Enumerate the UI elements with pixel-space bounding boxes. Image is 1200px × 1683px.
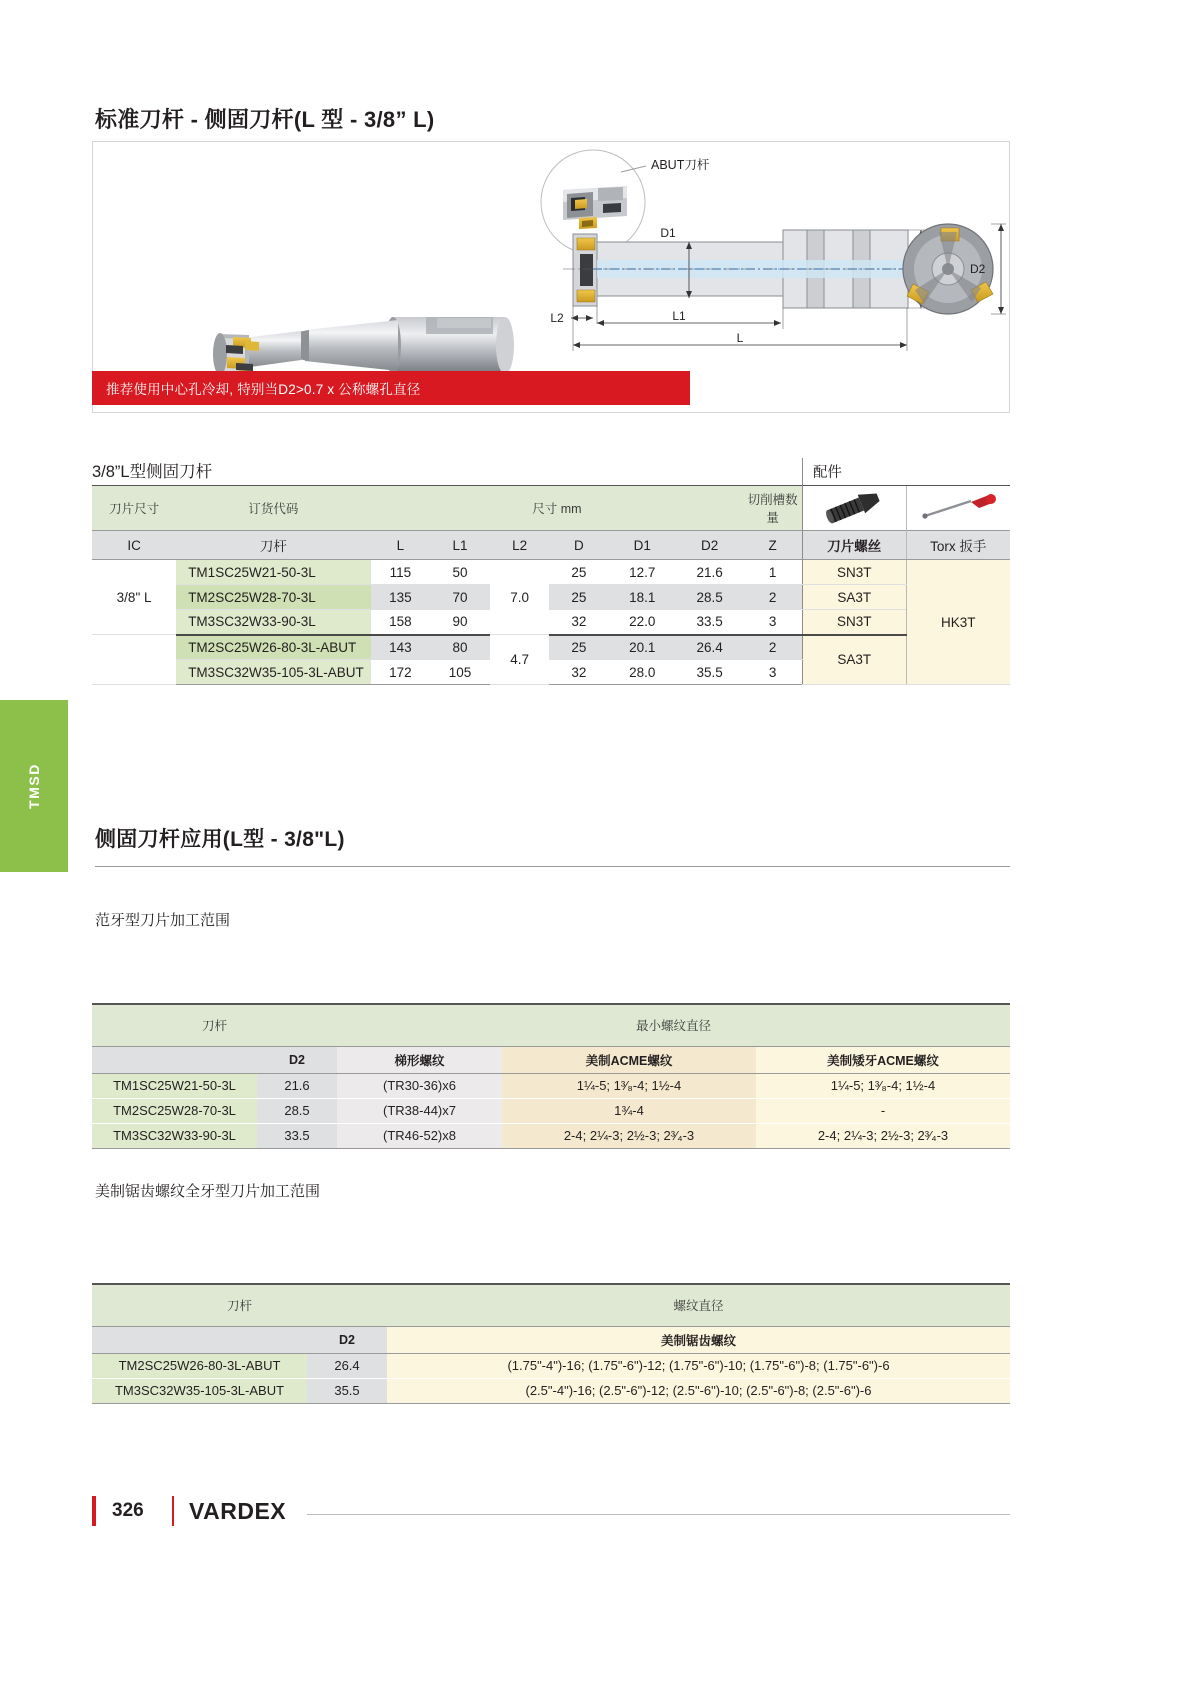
col-torx-wrench: Torx 扳手 — [906, 531, 1010, 560]
value-trapezoidal: (TR30-36)x6 — [337, 1073, 502, 1098]
group-thread-dia: 螺纹直径 — [387, 1284, 1010, 1326]
col-l2: L2 — [490, 531, 549, 560]
holder-specification-table — [92, 458, 1010, 685]
value-screw: SN3T — [802, 560, 906, 585]
table-row — [92, 560, 1010, 585]
col-buttress: 美制锯齿螺纹 — [387, 1326, 1010, 1353]
value-l: 172 — [371, 660, 431, 685]
group-order-code: 订货代码 — [176, 486, 370, 531]
value-buttress: (2.5"-4")-16; (2.5"-6")-12; (2.5"-6")-10; (2.5"-6")-8; (2.5"-6")-6 — [387, 1378, 1010, 1403]
value-d2: 33.5 — [257, 1123, 337, 1148]
holder-code: TM2SC25W28-70-3L — [92, 1098, 257, 1123]
value-screw: SA3T — [802, 585, 906, 610]
group-holder: 刀杆 — [92, 1004, 337, 1046]
value-l1: 90 — [430, 610, 490, 635]
abut-callout-label: ABUT刀杆 — [651, 158, 710, 172]
front-view-cutter — [903, 224, 1006, 314]
holder-code: TM3SC32W35-105-3L-ABUT — [92, 1378, 307, 1403]
col-blank — [92, 1326, 307, 1353]
value-stub-acme: 1¼-5; 1³⁄₈-4; 1½-4 — [756, 1073, 1010, 1098]
full-profile-range-table — [92, 1003, 1010, 1149]
col-blank — [92, 1046, 257, 1073]
value-z: 2 — [743, 635, 802, 660]
col-holder: 刀杆 — [176, 531, 370, 560]
col-acme: 美制ACME螺纹 — [502, 1046, 756, 1073]
holder-code: TM2SC25W28-70-3L — [176, 585, 370, 610]
table-row — [92, 1123, 1010, 1148]
footer-rule — [307, 1514, 1010, 1515]
value-d: 25 — [549, 585, 608, 610]
table1-group-header-row — [92, 486, 1010, 531]
value-l1: 105 — [430, 660, 490, 685]
dim-d2-label: D2 — [970, 262, 986, 276]
group-flutes: 切削槽数量 — [743, 486, 802, 531]
value-d2: 28.5 — [257, 1098, 337, 1123]
value-l2: 4.7 — [490, 635, 549, 685]
value-d1: 20.1 — [609, 635, 676, 660]
col-d1: D1 — [609, 531, 676, 560]
value-d: 32 — [549, 610, 608, 635]
col-ic: IC — [92, 531, 176, 560]
footer-separator — [172, 1496, 174, 1526]
side-tab-tmsd — [0, 700, 68, 872]
group-insert-size: 刀片尺寸 — [92, 486, 176, 531]
col-d2: D2 — [307, 1326, 387, 1353]
col-l: L — [371, 531, 431, 560]
section-title: 侧固刀杆应用(L型 - 3/8"L) — [95, 828, 345, 851]
value-d2: 21.6 — [676, 560, 743, 585]
value-d1: 28.0 — [609, 660, 676, 685]
group-min-thread-dia: 最小螺纹直径 — [337, 1004, 1010, 1046]
value-d: 25 — [549, 635, 608, 660]
section-rule — [95, 866, 1010, 867]
dim-l2-label: L2 — [550, 311, 564, 325]
holder-code: TM3SC32W35-105-3L-ABUT — [176, 660, 370, 685]
table3-title: 美制锯齿螺纹全牙型刀片加工范围 — [95, 1183, 321, 1200]
table-row — [92, 1378, 1010, 1403]
value-wrench: HK3T — [906, 560, 1010, 685]
table2-title: 范牙型刀片加工范围 — [95, 912, 231, 929]
dim-l-label: L — [736, 331, 744, 345]
ic-value: 3/8" L — [92, 560, 176, 635]
buttress-range-table — [92, 1283, 1010, 1404]
dim-d1-label: D1 — [660, 226, 676, 240]
screw-icon — [802, 486, 906, 531]
table3-group-header-row — [92, 1284, 1010, 1326]
value-d2: 26.4 — [307, 1353, 387, 1378]
coolant-warning-banner — [92, 371, 690, 405]
value-l2: 7.0 — [490, 560, 549, 635]
group-holder: 刀杆 — [92, 1284, 387, 1326]
value-l: 158 — [371, 610, 431, 635]
value-acme: 1¼-5; 1³⁄₈-4; 1½-4 — [502, 1073, 756, 1098]
value-l1: 50 — [430, 560, 490, 585]
holder-code: TM1SC25W21-50-3L — [176, 560, 370, 585]
torx-wrench-icon — [906, 486, 1010, 531]
value-z: 3 — [743, 660, 802, 685]
holder-code: TM1SC25W21-50-3L — [92, 1073, 257, 1098]
value-stub-acme: - — [756, 1098, 1010, 1123]
value-acme: 1¾-4 — [502, 1098, 756, 1123]
group-dimensions: 尺寸 mm — [371, 486, 744, 531]
table1-column-header-row — [92, 531, 1010, 560]
value-l: 135 — [371, 585, 431, 610]
value-trapezoidal: (TR38-44)x7 — [337, 1098, 502, 1123]
col-trapezoidal: 梯形螺纹 — [337, 1046, 502, 1073]
col-l1: L1 — [430, 531, 490, 560]
page-number: 326 — [112, 1500, 144, 1521]
side-tab-label: TMSD — [25, 763, 42, 809]
table1-title: 3/8”L型侧固刀杆 — [92, 463, 213, 481]
table-row — [92, 635, 1010, 660]
col-stub-acme: 美制矮牙ACME螺纹 — [756, 1046, 1010, 1073]
dim-l1-label: L1 — [672, 309, 686, 323]
page-title: 标准刀杆 - 侧固刀杆(L 型 - 3/8” L) — [95, 107, 435, 132]
value-acme: 2-4; 2¼-3; 2½-3; 2³⁄₄-3 — [502, 1123, 756, 1148]
value-d2: 26.4 — [676, 635, 743, 660]
value-l: 115 — [371, 560, 431, 585]
table-row — [92, 1098, 1010, 1123]
brand-logo: VARDEX — [189, 1498, 287, 1524]
table2-group-header-row — [92, 1004, 1010, 1046]
col-d2: D2 — [257, 1046, 337, 1073]
holder-code: TM3SC32W33-90-3L — [92, 1123, 257, 1148]
value-d: 32 — [549, 660, 608, 685]
holder-code: TM3SC32W33-90-3L — [176, 610, 370, 635]
col-z: Z — [743, 531, 802, 560]
value-d2: 35.5 — [676, 660, 743, 685]
col-d: D — [549, 531, 608, 560]
footer-accent-bar — [92, 1496, 96, 1526]
value-screw: SN3T — [802, 610, 906, 635]
value-d2: 33.5 — [676, 610, 743, 635]
value-buttress: (1.75"-4")-16; (1.75"-6")-12; (1.75"-6")-10; (1.75"-6")-8; (1.75"-6")-6 — [387, 1353, 1010, 1378]
value-z: 1 — [743, 560, 802, 585]
value-d: 25 — [549, 560, 608, 585]
table3-column-header-row — [92, 1326, 1010, 1353]
value-d1: 18.1 — [609, 585, 676, 610]
abut-detail-callout — [541, 150, 710, 254]
value-z: 3 — [743, 610, 802, 635]
table1-accessories-title: 配件 — [802, 458, 1010, 486]
page-footer — [92, 1494, 1010, 1534]
holder-code: TM2SC25W26-80-3L-ABUT — [176, 635, 370, 660]
value-screw: SA3T — [802, 635, 906, 685]
value-l1: 70 — [430, 585, 490, 610]
value-d2: 21.6 — [257, 1073, 337, 1098]
technical-drawing — [550, 226, 944, 351]
coolant-warning-text: 推荐使用中心孔冷却, 特别当D2>0.7 x 公称螺孔直径 — [106, 382, 421, 397]
value-d1: 12.7 — [609, 560, 676, 585]
value-l1: 80 — [430, 635, 490, 660]
table-row — [92, 585, 1010, 610]
col-insert-screw: 刀片螺丝 — [802, 531, 906, 560]
value-d2: 28.5 — [676, 585, 743, 610]
table1-title-row — [92, 458, 1010, 486]
value-trapezoidal: (TR46-52)x8 — [337, 1123, 502, 1148]
table-row — [92, 610, 1010, 635]
table-row — [92, 1353, 1010, 1378]
col-d2: D2 — [676, 531, 743, 560]
value-l: 143 — [371, 635, 431, 660]
value-stub-acme: 2-4; 2¼-3; 2½-3; 2³⁄₄-3 — [756, 1123, 1010, 1148]
table2-column-header-row — [92, 1046, 1010, 1073]
table-row — [92, 1073, 1010, 1098]
value-d2: 35.5 — [307, 1378, 387, 1403]
holder-code: TM2SC25W26-80-3L-ABUT — [92, 1353, 307, 1378]
value-d1: 22.0 — [609, 610, 676, 635]
value-z: 2 — [743, 585, 802, 610]
